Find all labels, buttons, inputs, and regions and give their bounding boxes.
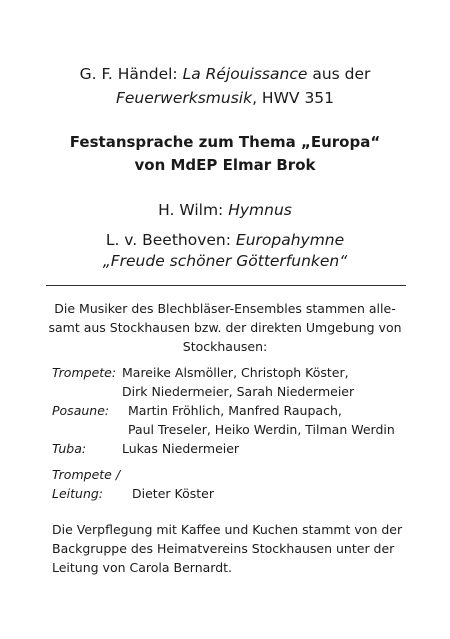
posaune-label: Posaune: <box>52 403 110 418</box>
leitung-label-2: Leitung: <box>52 486 104 501</box>
tuba-names: Lukas Niedermeier <box>122 441 240 456</box>
posaune-names-1: Martin Fröhlich, Manfred Raupach, <box>128 403 342 418</box>
ensemble-intro-3: Stockhausen: <box>182 339 268 354</box>
handel-title: La Réjouissance <box>182 65 308 83</box>
leitung-name: Dieter Köster <box>132 486 214 501</box>
handel-composer: G. F. Händel: <box>79 65 183 83</box>
handel-line-1 <box>0 64 450 84</box>
beethoven-subtitle: „Freude schöner Götterfunken“ <box>102 252 348 270</box>
ensemble-intro-1: Die Musiker des Blechbläser-Ensembles stammen alle- <box>54 301 396 316</box>
wilm-title: Hymnus <box>228 201 292 219</box>
divider <box>46 285 406 286</box>
wilm-line <box>0 200 450 220</box>
leitung-label-1: Trompete / <box>52 467 121 482</box>
trompete-names-1: Mareike Alsmöller, Christoph Köster, <box>122 365 349 380</box>
wilm-composer: H. Wilm: <box>158 201 229 219</box>
handel-work: Feuerwerksmusik <box>115 89 253 107</box>
footer-line-2: Backgruppe des Heimatvereins Stockhausen unter der <box>52 541 395 556</box>
trompete-label: Trompete: <box>52 365 117 380</box>
handel-line-2 <box>0 88 450 108</box>
footer-line-1: Die Verpflegung mit Kaffee und Kuchen stammt von der <box>52 522 403 537</box>
ensemble-intro-2: samt aus Stockhausen bzw. der direkten Umgebung von <box>48 320 402 335</box>
tuba-label: Tuba: <box>52 441 87 456</box>
speech-line-1: Festansprache zum Thema „Europa“ <box>69 133 381 151</box>
beethoven-composer: L. v. Beethoven: <box>105 231 236 249</box>
beethoven-title: Europahymne <box>235 231 345 249</box>
handel-catalog: , HWV 351 <box>252 89 335 107</box>
footer-line-3: Leitung von Carola Bernardt. <box>52 560 233 575</box>
posaune-names-2: Paul Treseler, Heiko Werdin, Tilman Werdin <box>128 422 395 437</box>
trompete-names-2: Dirk Niedermeier, Sarah Niedermeier <box>122 384 355 399</box>
beethoven-line <box>0 230 450 250</box>
handel-aus-der: aus der <box>307 65 371 83</box>
speech-line-2: von MdEP Elmar Brok <box>134 156 316 174</box>
